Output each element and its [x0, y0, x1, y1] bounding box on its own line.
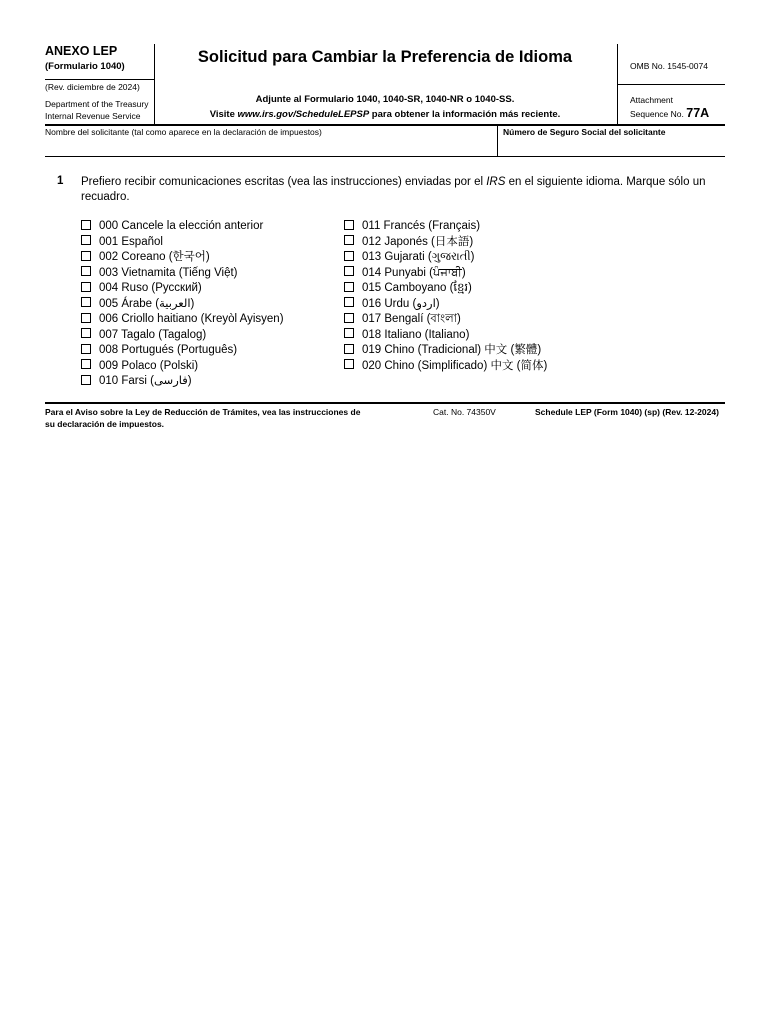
language-label: 013 Gujarati (ગુજરાતી) [362, 251, 475, 263]
department: Department of the Treasury [45, 99, 149, 109]
language-checkbox[interactable] [81, 313, 91, 323]
applicant-name-field[interactable] [45, 138, 495, 155]
language-checkbox[interactable] [81, 266, 91, 276]
form-sub: (Formulario 1040) [45, 61, 125, 72]
right-option-8[interactable] [344, 343, 541, 357]
language-checkbox[interactable] [81, 375, 91, 385]
language-label: 014 Punyabi (ਪੰਜਾਬੀ) [362, 266, 466, 279]
language-label: 010 Farsi (فارسی) [99, 375, 192, 387]
left-option-6[interactable] [81, 312, 284, 326]
language-checkbox[interactable] [344, 282, 354, 292]
left-option-8[interactable] [81, 343, 237, 357]
language-checkbox[interactable] [344, 359, 354, 369]
right-option-1[interactable] [344, 235, 473, 249]
left-option-1[interactable] [81, 235, 163, 249]
language-label: 017 Bengalí (বাংলা) [362, 313, 461, 325]
form-title: Solicitud para Cambiar la Preferencia de Idioma [197, 48, 573, 66]
ssn-label: Número de Seguro Social del solicitante [503, 127, 666, 137]
header-right-divider [617, 84, 725, 85]
language-checkbox[interactable] [344, 328, 354, 338]
left-option-2[interactable] [81, 250, 210, 264]
footer-rule [45, 402, 725, 404]
language-checkbox[interactable] [81, 251, 91, 261]
language-checkbox[interactable] [344, 297, 354, 307]
applicant-name-label: Nombre del solicitante (tal como aparece en la declaración de impuestos) [45, 127, 322, 137]
revision-date: (Rev. diciembre de 2024) [45, 82, 140, 92]
language-label: 016 Urdu (اردو) [362, 297, 440, 310]
language-label: 018 Italiano (Italiano) [362, 328, 470, 341]
header-bottom-rule [45, 124, 725, 126]
left-option-7[interactable] [81, 328, 206, 342]
language-checkbox[interactable] [344, 220, 354, 230]
irs-url-link[interactable]: www.irs.gov/ScheduleLEPSP [237, 109, 370, 120]
language-checkbox[interactable] [81, 282, 91, 292]
language-label: 004 Ruso (Русский) [99, 282, 202, 294]
line-number: 1 [57, 175, 64, 187]
visit-instruction: Visite www.irs.gov/ScheduleLEPSP para obtener la información más reciente. [209, 109, 561, 120]
catalog-number: Cat. No. 74350V [433, 407, 496, 417]
right-option-9[interactable] [344, 359, 547, 373]
omb-number: OMB No. 1545-0074 [630, 61, 708, 71]
agency: Internal Revenue Service [45, 111, 141, 121]
language-label: 002 Coreano (한국어) [99, 251, 210, 263]
header-left-border [154, 44, 155, 124]
form-name: ANEXO LEP [45, 44, 118, 58]
language-label: 020 Chino (Simplificado) 中文 (简体) [362, 359, 548, 372]
left-option-5[interactable] [81, 297, 194, 311]
right-option-2[interactable] [344, 250, 474, 264]
language-checkbox[interactable] [81, 359, 91, 369]
language-checkbox[interactable] [344, 344, 354, 354]
language-label: 012 Japonés (日本語) [362, 235, 474, 248]
right-option-3[interactable] [344, 266, 466, 280]
language-checkbox[interactable] [81, 235, 91, 245]
paperwork-notice: Para el Aviso sobre la Ley de Reducción de Trámites, vea las instrucciones de su declaración de impuestos. [45, 407, 361, 429]
fields-bottom-rule [45, 156, 725, 157]
attachment-label: Attachment [630, 95, 673, 105]
fields-divider [497, 125, 498, 156]
schedule-id: Schedule LEP (Form 1040) (sp) (Rev. 12-2024) [535, 407, 719, 417]
language-checkbox[interactable] [81, 328, 91, 338]
left-option-9[interactable] [81, 359, 198, 373]
sequence-block: Sequence No. 77A [630, 106, 710, 120]
right-option-0[interactable] [344, 219, 480, 233]
left-option-4[interactable] [81, 281, 202, 295]
language-label: 009 Polaco (Polski) [99, 359, 199, 372]
language-label: 007 Tagalo (Tagalog) [99, 328, 207, 341]
language-label: 011 Francés (Français) [362, 220, 481, 232]
language-label: 003 Vietnamita (Tiếng Việt) [99, 266, 238, 279]
right-option-5[interactable] [344, 297, 440, 311]
ssn-field[interactable] [502, 138, 724, 155]
language-label: 008 Portugués (Português) [99, 344, 238, 356]
language-checkbox[interactable] [81, 344, 91, 354]
language-label: 001 Español [99, 235, 163, 248]
language-label: 005 Árabe (العربية) [99, 297, 195, 310]
language-checkbox[interactable] [344, 235, 354, 245]
language-label: 006 Criollo haitiano (Kreyòl Ayisyen) [99, 313, 284, 325]
language-label: 000 Cancele la elección anterior [99, 220, 264, 232]
sequence-number: 77A [686, 106, 710, 120]
language-checkbox[interactable] [344, 266, 354, 276]
right-option-4[interactable] [344, 281, 472, 295]
language-checkbox[interactable] [81, 297, 91, 307]
right-option-6[interactable] [344, 312, 461, 326]
language-checkbox[interactable] [81, 220, 91, 230]
header-left-divider [45, 79, 154, 80]
line-instruction: Prefiero recibir comunicaciones escritas (vea las instrucciones) enviadas por el IRS en el siguiente idioma. Marque sólo un recuadro. [81, 176, 706, 203]
right-option-7[interactable] [344, 328, 469, 342]
language-checkbox[interactable] [344, 313, 354, 323]
attach-instruction: Adjunte al Formulario 1040, 1040-SR, 1040-NR o 1040-SS. [255, 94, 515, 105]
left-option-10[interactable] [81, 374, 192, 388]
language-checkbox[interactable] [344, 251, 354, 261]
language-label: 015 Camboyano (ខ្មែរ) [362, 282, 472, 294]
left-option-3[interactable] [81, 266, 238, 280]
language-label: 019 Chino (Tradicional) 中文 (繁體) [362, 344, 542, 356]
left-option-0[interactable] [81, 219, 263, 233]
